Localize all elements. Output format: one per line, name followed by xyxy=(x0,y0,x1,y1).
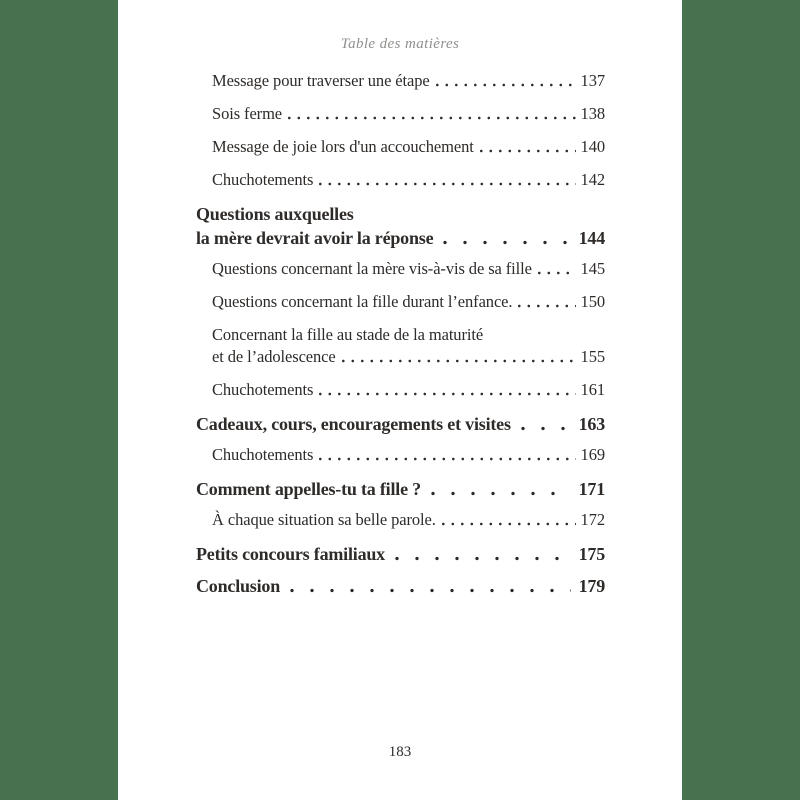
toc-entry-title: Sois ferme xyxy=(212,104,283,123)
toc-entry-line xyxy=(212,379,605,401)
toc-entry-page-number: 138 xyxy=(580,104,605,123)
toc-entry xyxy=(212,379,605,401)
toc-entry-line xyxy=(212,258,605,280)
toc-entry xyxy=(212,444,605,466)
toc-entry-line xyxy=(196,412,605,436)
toc-entry-line xyxy=(212,169,605,191)
dot-leader xyxy=(319,181,575,187)
toc-entry-page-number: 144 xyxy=(578,228,605,248)
toc-entry-line xyxy=(196,477,605,501)
toc-entry-page-number: 142 xyxy=(580,170,605,189)
toc-entry-page-number: 169 xyxy=(580,445,605,464)
toc-entry-line xyxy=(212,346,605,368)
toc-entry-page-number: 172 xyxy=(580,510,605,529)
toc-entry-title: Questions concernant la mère vis-à-vis de sa fille xyxy=(212,259,532,278)
toc-entry-line xyxy=(196,226,605,250)
dot-leader xyxy=(480,148,576,154)
toc-entry-line xyxy=(196,574,605,598)
dot-leader xyxy=(290,587,571,594)
toc-entry-line xyxy=(212,444,605,466)
book-page xyxy=(118,0,682,800)
toc-entry xyxy=(212,70,605,92)
toc-entry-title: et de l’adolescence xyxy=(212,347,336,366)
toc-entry xyxy=(196,542,605,566)
toc-entry xyxy=(196,477,605,501)
dot-leader xyxy=(288,115,576,121)
toc-entry-title: Message de joie lors d'un accouchement xyxy=(212,137,474,156)
toc-entry xyxy=(196,574,605,598)
dot-leader xyxy=(443,239,570,246)
toc-entry-page-number: 175 xyxy=(578,544,605,564)
toc-entry xyxy=(212,509,605,531)
toc-entry-title: Cadeaux, cours, encouragements et visites xyxy=(196,414,511,434)
toc-entry-page-number: 137 xyxy=(580,71,605,90)
dot-leader xyxy=(442,521,576,527)
dot-leader xyxy=(518,303,575,309)
toc-entry-title: À chaque situation sa belle parole. xyxy=(212,510,436,529)
toc-entry-page-number: 161 xyxy=(580,380,605,399)
toc-entry-page-number: 155 xyxy=(580,347,605,366)
toc-entry-title: Questions concernant la fille durant l’enfance. xyxy=(212,292,513,311)
toc-entry xyxy=(212,169,605,191)
toc-entry-page-number: 150 xyxy=(580,292,605,311)
toc-entry-line xyxy=(212,291,605,313)
toc-entry xyxy=(212,136,605,158)
dot-leader xyxy=(521,425,571,432)
running-head: Table des matières xyxy=(340,36,460,52)
toc-entry-page-number: 140 xyxy=(580,137,605,156)
toc-entry-line xyxy=(212,70,605,92)
toc-entry xyxy=(212,291,605,313)
toc-entry-page-number: 171 xyxy=(578,479,605,499)
toc-entry xyxy=(212,324,605,368)
toc-entry-page-number: 163 xyxy=(578,414,605,434)
toc-entry-title: Concernant la fille au stade de la maturité xyxy=(212,325,484,344)
toc-entry xyxy=(196,412,605,436)
dot-leader xyxy=(436,82,576,88)
toc-entry-page-number: 179 xyxy=(578,576,605,596)
toc-entry xyxy=(196,202,605,250)
toc-entry-title: Chuchotements xyxy=(212,170,314,189)
dot-leader xyxy=(395,555,571,562)
toc-list xyxy=(196,70,605,598)
toc-entry-line xyxy=(212,103,605,125)
footer-page-number: 183 xyxy=(388,744,412,760)
toc-entry-line xyxy=(196,542,605,566)
dot-leader xyxy=(319,391,575,397)
dot-leader xyxy=(431,490,571,497)
toc-entry-page-number: 145 xyxy=(580,259,605,278)
toc-entry-title: Conclusion xyxy=(196,576,281,596)
toc-entry-title: Chuchotements xyxy=(212,380,314,399)
toc-entry-title: Chuchotements xyxy=(212,445,314,464)
toc-entry-title: la mère devrait avoir la réponse xyxy=(196,228,434,248)
toc-entry-title: Questions auxquelles xyxy=(196,204,354,224)
dot-leader xyxy=(538,270,576,276)
toc-entry-title: Message pour traverser une étape xyxy=(212,71,430,90)
toc-entry-title: Comment appelles-tu ta fille ? xyxy=(196,479,421,499)
toc-entry-line xyxy=(212,136,605,158)
toc-entry-title: Petits concours familiaux xyxy=(196,544,385,564)
dot-leader xyxy=(319,456,575,462)
dot-leader xyxy=(342,358,576,364)
toc-entry xyxy=(212,258,605,280)
toc-entry xyxy=(212,103,605,125)
toc-entry-line xyxy=(212,509,605,531)
